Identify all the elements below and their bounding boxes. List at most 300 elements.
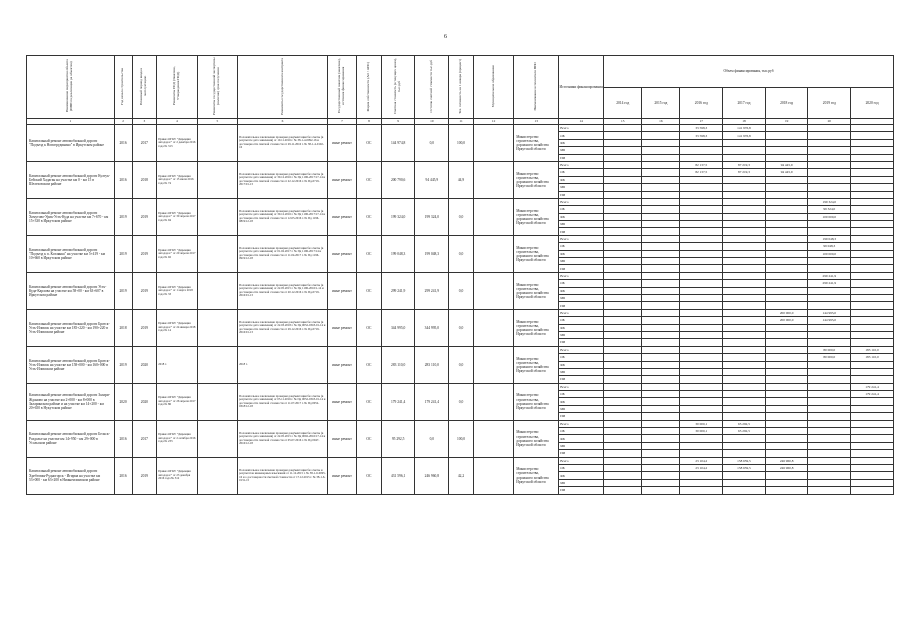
expertise [197, 198, 237, 235]
funding-source: Всего [559, 235, 604, 242]
header-funding-volume: Объем финансирования, тыс.руб [604, 56, 894, 88]
funding-value [680, 435, 723, 442]
funding-value [851, 368, 894, 375]
column-number: 7 [327, 119, 356, 125]
year-header: 2014 год [604, 87, 642, 119]
table-row [27, 198, 894, 205]
funding-value [680, 228, 723, 235]
executor: Министерство строительства, дорожного хозяйства Иркутской области [514, 125, 559, 162]
funding-value [642, 435, 680, 442]
funding-value [604, 287, 642, 294]
funding-value [765, 487, 808, 494]
executor: Министерство строительства, дорожного хозяйства Иркутской области [514, 383, 559, 420]
estimate: 299 241,9 [381, 272, 415, 309]
funding-value [851, 472, 894, 479]
funding-source: МБ [559, 258, 604, 265]
funding-value [680, 280, 723, 287]
funding-value [642, 184, 680, 191]
funding-value [642, 442, 680, 449]
funding-value [765, 324, 808, 331]
funding-value [642, 383, 680, 390]
funding-value [723, 198, 766, 205]
funding-value: 99 048,3 [808, 243, 851, 250]
funding-value [680, 331, 723, 338]
funding-value [604, 176, 642, 183]
funding-value [604, 324, 642, 331]
funding-value [642, 176, 680, 183]
funding-value [604, 206, 642, 213]
start-year: 2020 [114, 383, 132, 420]
funding-value [604, 125, 642, 132]
end-year: 2017 [132, 420, 157, 457]
funding-value [765, 243, 808, 250]
funding-source: Всего [559, 420, 604, 427]
funding-value [808, 324, 851, 331]
end-year: 2019 [132, 198, 157, 235]
funding-value: 100 000,0 [808, 250, 851, 257]
funding-value [765, 154, 808, 161]
funding-value [680, 450, 723, 457]
start-year: 2019 [114, 346, 132, 383]
funding-value: 23 104,2 [680, 457, 723, 464]
funding-value [765, 420, 808, 427]
column-number: 5 [197, 119, 237, 125]
funding-value: 200 000,0 [765, 317, 808, 324]
funding-value [808, 132, 851, 139]
funding-value [765, 176, 808, 183]
ownership: ОС [357, 309, 382, 346]
funding-value [604, 450, 642, 457]
funding-value [851, 413, 894, 420]
funding-source: Всего [559, 309, 604, 316]
funding-value [808, 147, 851, 154]
funding-value [680, 472, 723, 479]
funding-value [765, 398, 808, 405]
ownership: ОС [357, 125, 382, 162]
funding-value [604, 398, 642, 405]
funding-value [604, 213, 642, 220]
funding-value [642, 161, 680, 168]
funding-value: 158 659,5 [723, 464, 766, 471]
funding-value [808, 442, 851, 449]
header-row [27, 56, 894, 88]
remaining: 0,0 [415, 125, 449, 162]
funding-value: 82 137,5 [680, 169, 723, 176]
funding-value: 144 995,0 [808, 317, 851, 324]
customer: иные ремонт [327, 125, 356, 162]
contract: Положительное заключение проверки документации без сметы (в результате дата заявления) от 30.12.2016 г. № Пд 1196-2017/17-14 и достоверности сметной стоимости от 12.05.2016 г. № Пд 1196-0819/12-18 [238, 198, 328, 235]
funding-source: Всего [559, 383, 604, 390]
funding-value [723, 435, 766, 442]
funding-value [604, 198, 642, 205]
funding-value [680, 272, 723, 279]
funding-value [604, 472, 642, 479]
year-header: 2020 год [851, 87, 894, 119]
funding-value [604, 294, 642, 301]
funding-value [723, 361, 766, 368]
funding-value [851, 147, 894, 154]
funding-value [808, 139, 851, 146]
column-number: 18 [723, 119, 766, 125]
header-project-doc: Реквизиты ПСД (Заказчик, Утверждения ПСД) [172, 67, 180, 106]
funding-value: 80 000,0 [808, 346, 851, 353]
contract: Положительное заключение проверки документации без сметы (в результате дата заявления) от 22.05.2015 г. № Пд 1196-2016/1-14 и достоверности сметной стоимости от 20.12.2016 г. № Пд-0719-2016/01-13 [238, 272, 328, 309]
ownership: ОС [357, 235, 382, 272]
funding-value [765, 235, 808, 242]
funding-value [604, 132, 642, 139]
funding-value [642, 420, 680, 427]
funding-value: 183 110,0 [851, 346, 894, 353]
funding-source: ИИ [559, 487, 604, 494]
funding-value: 199 324,0 [808, 198, 851, 205]
header-start-year: Год начала строительства [120, 68, 125, 105]
funding-value [642, 361, 680, 368]
funding-value [723, 442, 766, 449]
column-number: 1 [27, 119, 115, 125]
funding-value [642, 472, 680, 479]
funding-value [723, 206, 766, 213]
funding-source: ФБ [559, 250, 604, 257]
funding-value [642, 354, 680, 361]
start-year: 2016 [114, 125, 132, 162]
remaining: 246 960,8 [415, 457, 449, 494]
funding-value [642, 428, 680, 435]
header-ownership: Форма собственности (АО / АПС) [365, 61, 370, 112]
funding-value [604, 464, 642, 471]
funding-value [604, 139, 642, 146]
municipal [473, 420, 513, 457]
funding-value [808, 287, 851, 294]
funding-value [642, 450, 680, 457]
funding-source: ИИ [559, 302, 604, 309]
funding-value [680, 391, 723, 398]
funding-value: 199 048,3 [808, 235, 851, 242]
expertise [197, 383, 237, 420]
funding-value [642, 125, 680, 132]
funding-value [808, 258, 851, 265]
executor: Министерство строительства, дорожного хозяйства Иркутской области [514, 272, 559, 309]
funding-value: 80 000,0 [808, 354, 851, 361]
funding-value [723, 258, 766, 265]
funding-value [604, 339, 642, 346]
column-number: 9 [381, 119, 415, 125]
project-doc: Приказ ОГКУ "Дирекция автодорог" от 1 марта 2018 года № 33 [157, 272, 197, 309]
funding-value [851, 442, 894, 449]
funding-value [642, 331, 680, 338]
funding-value [851, 479, 894, 486]
remaining: 179 241,4 [415, 383, 449, 420]
funding-value: 246 960,8 [765, 464, 808, 471]
column-number: 15 [604, 119, 642, 125]
funding-value [723, 405, 766, 412]
funding-value [604, 420, 642, 427]
header-end-year: Плановый период ввода в эксплуатацию [139, 67, 148, 106]
funding-value [604, 250, 642, 257]
funding-value: 179 241,4 [851, 391, 894, 398]
remaining: 344 995,0 [415, 309, 449, 346]
funding-source: ОБ [559, 206, 604, 213]
funding-value [642, 139, 680, 146]
funding-value [642, 265, 680, 272]
funding-value [765, 132, 808, 139]
funding-value [808, 176, 851, 183]
customer: иные ремонт [327, 235, 356, 272]
funding-value [680, 383, 723, 390]
funding-source: МБ [559, 184, 604, 191]
funding-value [723, 287, 766, 294]
funding-value [765, 184, 808, 191]
funding-value [604, 361, 642, 368]
column-number: 17 [680, 119, 723, 125]
table-row [27, 457, 894, 464]
funding-source: ФБ [559, 213, 604, 220]
expertise [197, 346, 237, 383]
funding-source: Всего [559, 125, 604, 132]
funding-value [851, 464, 894, 471]
funding-source: Всего [559, 346, 604, 353]
funding-value [851, 405, 894, 412]
funding-value [680, 206, 723, 213]
funding-source: ИИ [559, 413, 604, 420]
funding-value [723, 176, 766, 183]
funding-source: ФБ [559, 324, 604, 331]
funding-value [851, 272, 894, 279]
funding-value [765, 354, 808, 361]
contract: Положительное заключение проверки документации без сметы (в результате дата заявления) от 10.11.2016 г. № 38-1-4-0092-16 и достоверности сметной стоимости от 29.11.2016 г. № 38-1-4-0102-16 [238, 125, 328, 162]
ownership: ОС [357, 346, 382, 383]
funding-value [851, 361, 894, 368]
funding-value [765, 258, 808, 265]
header-municipal: Муниципальное образование [490, 65, 495, 108]
funding-table [26, 55, 894, 495]
funding-value [680, 339, 723, 346]
funding-value [604, 169, 642, 176]
funding-value [851, 228, 894, 235]
funding-value [851, 213, 894, 220]
funding-value: 23 104,2 [680, 464, 723, 471]
funding-source: ФБ [559, 176, 604, 183]
funding-value [723, 368, 766, 375]
funding-value [680, 361, 723, 368]
funding-value [808, 405, 851, 412]
funding-value [680, 147, 723, 154]
funding-value: 141 976,8 [723, 125, 766, 132]
readiness: 0,0 [449, 272, 474, 309]
executor: Министерство строительства, дорожного хозяйства Иркутской области [514, 309, 559, 346]
customer: иные ремонт [327, 420, 356, 457]
funding-value: 179 241,4 [851, 383, 894, 390]
funding-source: ОБ [559, 169, 604, 176]
funding-value [723, 235, 766, 242]
funding-value [723, 265, 766, 272]
page-number: 6 [444, 34, 447, 40]
customer: иные ремонт [327, 383, 356, 420]
funding-source: МБ [559, 147, 604, 154]
funding-source: ОБ [559, 464, 604, 471]
year-header: 2019 год [808, 87, 851, 119]
remaining: 283 110,0 [415, 346, 449, 383]
funding-source: ФБ [559, 287, 604, 294]
customer: иные ремонт [327, 272, 356, 309]
end-year: 2019 [132, 272, 157, 309]
municipal [473, 457, 513, 494]
estimate: 199 324,0 [381, 198, 415, 235]
funding-value [808, 383, 851, 390]
funding-value [604, 154, 642, 161]
estimate: 431 596,1 [381, 457, 415, 494]
funding-value [851, 258, 894, 265]
funding-value [723, 272, 766, 279]
funding-value [680, 376, 723, 383]
contract: Положительное заключение проверки документации без сметы (в результате дата заявления) от 05.11.2016 г. № Пд 0052-0318-01-14 и достоверности сметной стоимости от 11.07.2017 г. № Пд 0052-0318/12-18 [238, 383, 328, 420]
header-funding-sources: Источники финансирования [559, 56, 604, 119]
funding-value [851, 235, 894, 242]
funding-value: 299 241,9 [808, 272, 851, 279]
end-year: 2017 [132, 125, 157, 162]
funding-value [851, 243, 894, 250]
funding-value [604, 184, 642, 191]
funding-value [765, 221, 808, 228]
funding-value [604, 258, 642, 265]
funding-value [680, 235, 723, 242]
funding-value [765, 405, 808, 412]
funding-value [680, 302, 723, 309]
funding-value [851, 169, 894, 176]
funding-value [723, 331, 766, 338]
funding-value [765, 435, 808, 442]
funding-source: ОБ [559, 317, 604, 324]
funding-value: 87 219,3 [723, 169, 766, 176]
funding-source: МБ [559, 368, 604, 375]
executor: Министерство строительства, дорожного хозяйства Иркутской области [514, 346, 559, 383]
funding-value [604, 457, 642, 464]
funding-value [808, 428, 851, 435]
funding-value [808, 125, 851, 132]
funding-value [723, 346, 766, 353]
funding-value [642, 487, 680, 494]
funding-value [851, 154, 894, 161]
funding-value [680, 487, 723, 494]
funding-value [723, 413, 766, 420]
funding-value [765, 413, 808, 420]
funding-value [604, 302, 642, 309]
funding-value [723, 450, 766, 457]
funding-value [723, 479, 766, 486]
readiness: 44,9 [449, 161, 474, 198]
funding-value: 33 598,3 [680, 125, 723, 132]
funding-value [808, 331, 851, 338]
funding-source: ФБ [559, 435, 604, 442]
funding-value [851, 435, 894, 442]
funding-value [723, 398, 766, 405]
funding-value [680, 243, 723, 250]
funding-value [723, 472, 766, 479]
funding-source: ОБ [559, 132, 604, 139]
funding-value [851, 302, 894, 309]
project-name: Капитальный ремонт автомобильной дороги Бельск-Раздолье на участке км 14+950 - км 29+000 в Усольском районе [27, 420, 115, 457]
remaining: 199 324,0 [415, 198, 449, 235]
funding-value [765, 228, 808, 235]
funding-value [765, 302, 808, 309]
funding-value [765, 368, 808, 375]
funding-value [680, 191, 723, 198]
funding-value [642, 228, 680, 235]
funding-value [604, 435, 642, 442]
funding-source: ОБ [559, 354, 604, 361]
funding-value [723, 280, 766, 287]
funding-value [851, 198, 894, 205]
municipal [473, 198, 513, 235]
executor: Министерство строительства, дорожного хозяйства Иркутской области [514, 457, 559, 494]
funding-value [642, 280, 680, 287]
funding-value [604, 265, 642, 272]
readiness: 0,0 [449, 346, 474, 383]
project-name: Капитальный ремонт автомобильной дороги Хомутово-Урик-Усть-Куда на участке км 7+670 - км 15+330 в Иркутском районе [27, 198, 115, 235]
municipal [473, 125, 513, 162]
funding-value [642, 272, 680, 279]
funding-value [642, 457, 680, 464]
project-doc: Приказ ОГКУ "Дирекция автодорог" от 23 декабря 2016 года № 312 [157, 457, 197, 494]
funding-value [604, 383, 642, 390]
funding-value [680, 398, 723, 405]
start-year: 2019 [114, 198, 132, 235]
ownership: ОС [357, 272, 382, 309]
funding-value [723, 221, 766, 228]
funding-value [765, 361, 808, 368]
column-number: 19 [765, 119, 808, 125]
funding-value [808, 398, 851, 405]
funding-value [680, 265, 723, 272]
funding-value [765, 191, 808, 198]
funding-value [765, 442, 808, 449]
funding-value [642, 324, 680, 331]
funding-source: ОБ [559, 243, 604, 250]
funding-source: Всего [559, 272, 604, 279]
contract: 2018 г. [238, 346, 328, 383]
funding-value [808, 413, 851, 420]
funding-value [642, 287, 680, 294]
funding-value [723, 243, 766, 250]
funding-value: 30 000,1 [680, 420, 723, 427]
column-number: 8 [357, 119, 382, 125]
funding-value [604, 243, 642, 250]
customer: иные ремонт [327, 346, 356, 383]
funding-value [851, 280, 894, 287]
funding-source: Всего [559, 198, 604, 205]
ownership: ОС [357, 420, 382, 457]
funding-value [604, 272, 642, 279]
estimate: 144 974,8 [381, 125, 415, 162]
year-header: 2017 год [723, 87, 766, 119]
funding-value [765, 280, 808, 287]
funding-value: 33 598,3 [680, 132, 723, 139]
expertise [197, 272, 237, 309]
funding-value [851, 176, 894, 183]
funding-value [642, 405, 680, 412]
funding-value [723, 317, 766, 324]
ownership: ОС [357, 383, 382, 420]
table-row [27, 383, 894, 390]
funding-value [723, 309, 766, 316]
executor: Министерство строительства, дорожного хозяйства Иркутской области [514, 235, 559, 272]
funding-value [642, 346, 680, 353]
funding-value [642, 302, 680, 309]
funding-value [851, 376, 894, 383]
funding-value [680, 413, 723, 420]
table-row [27, 235, 894, 242]
funding-value [765, 331, 808, 338]
year-header: 2015 год [642, 87, 680, 119]
